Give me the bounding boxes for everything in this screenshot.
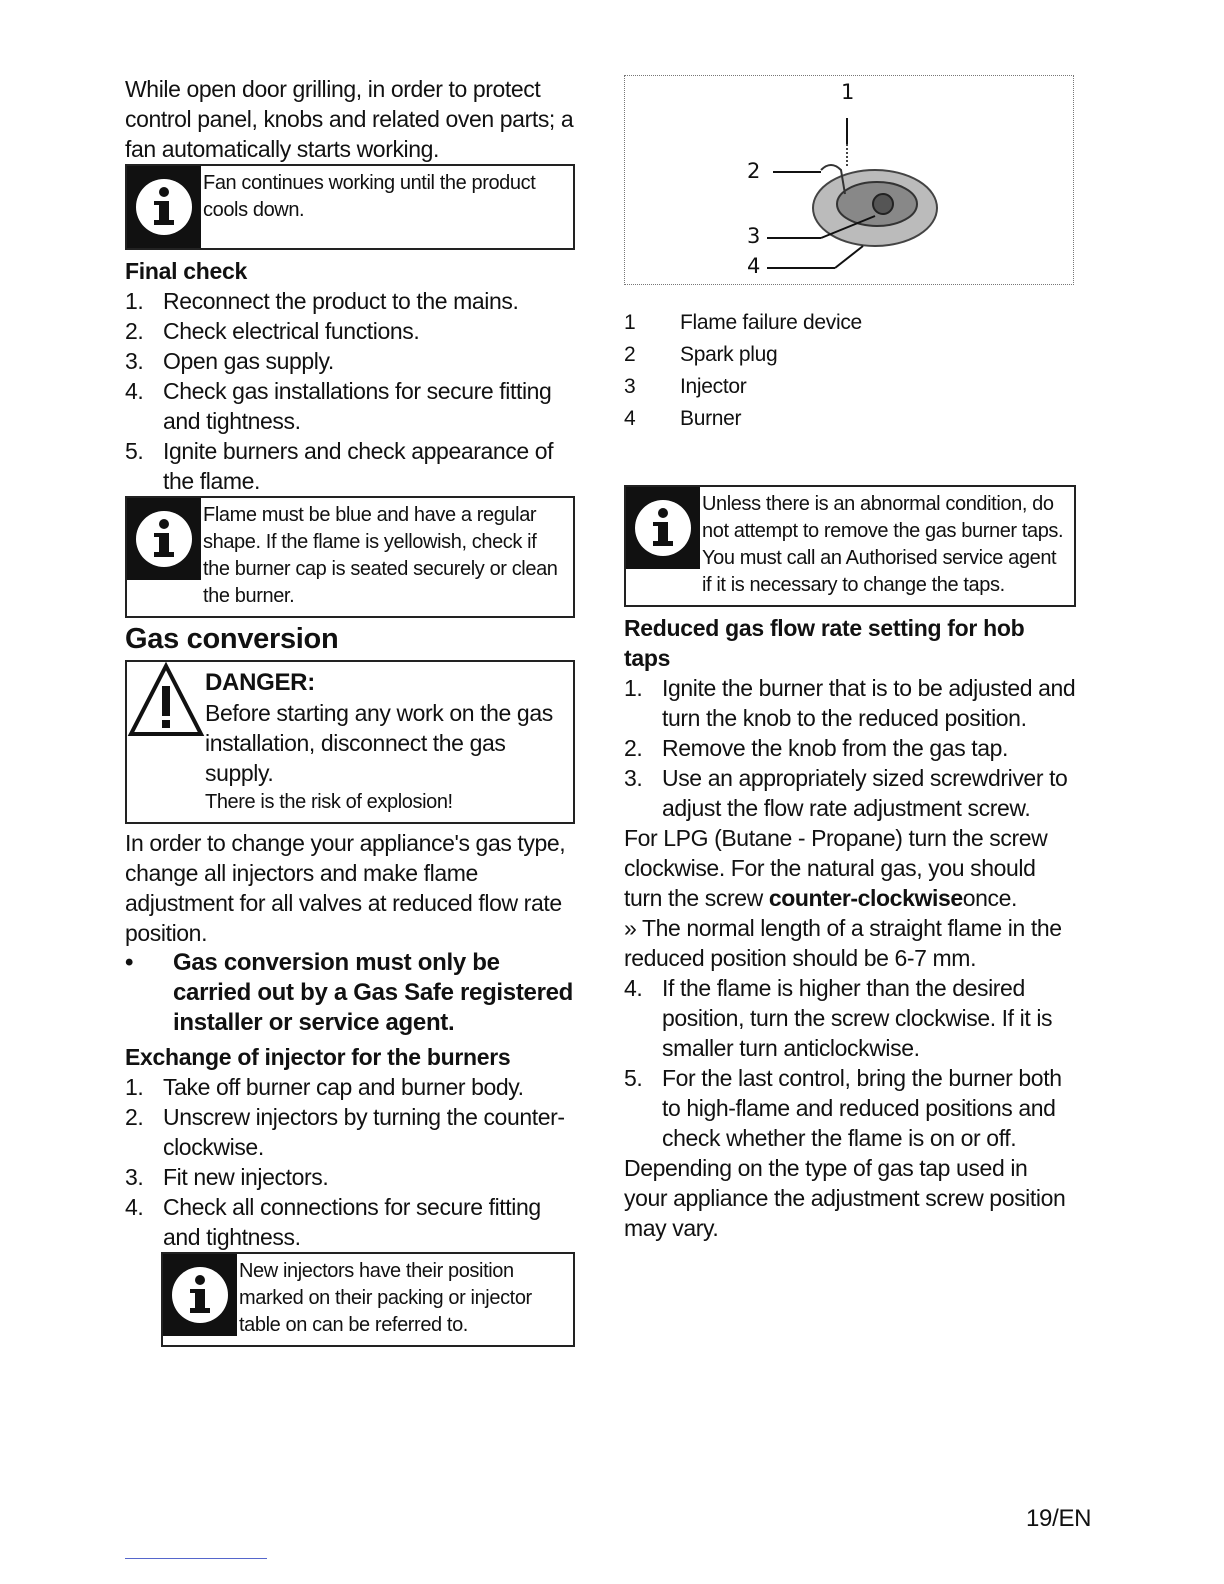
info-icon — [127, 166, 201, 248]
list-item: 2. Remove the knob from the gas tap. — [624, 735, 1009, 761]
figure-label: 3 — [747, 224, 761, 248]
list-item: 5. For the last control, bring the burner both to high-flame and reduced positions and check whether the flame is on or off. — [624, 1065, 1062, 1151]
exchange-heading: Exchange of injector for the burners — [125, 1044, 511, 1070]
danger-small: There is the risk of explosion! — [205, 791, 453, 813]
info-note-injectors — [161, 1252, 575, 1347]
intro-paragraph: While open door grilling, in order to protect control panel, knobs and related oven parts; a fan automatically starts working. — [125, 76, 574, 162]
info-note-fan-text: Fan continues working until the product cools down. — [203, 172, 536, 221]
footer-divider — [125, 1558, 267, 1559]
list-item: 3. Open gas supply. — [125, 348, 334, 374]
list-item: 1. Take off burner cap and burner body. — [125, 1074, 524, 1100]
legend-text: Flame failure device — [680, 311, 862, 334]
legend-text: Injector — [680, 375, 747, 398]
legend-num: 3 — [624, 375, 636, 398]
gas-conversion-paragraph: In order to change your appliance's gas type, change all injectors and make flame adjustment for all valves at reduced flow rate position. — [125, 830, 566, 946]
exchange-list — [125, 1072, 575, 1252]
gas-tap-paragraph: Depending on the type of gas tap used in your appliance the adjustment screw position may vary. — [624, 1155, 1066, 1241]
info-note-flame — [125, 496, 575, 618]
info-note-flame-text: Flame must be blue and have a regular shape. If the flame is yellowish, check if the burner cap is seated securely or clean the burner. — [203, 504, 558, 607]
bullet-dot: • — [125, 949, 134, 976]
gas-conversion-heading: Gas conversion — [125, 623, 339, 655]
left-column — [125, 74, 575, 1347]
burner-diagram — [624, 75, 1074, 285]
list-item: 1. Ignite the burner that is to be adjusted and turn the knob to the reduced position. — [624, 675, 1076, 731]
danger-body: Before starting any work on the gas installation, disconnect the gas supply. — [205, 700, 553, 786]
lpg-paragraph: For LPG (Butane - Propane) turn the screw clockwise. For the natural gas, you should turn the screw counter-clockwiseonce. — [624, 825, 1048, 911]
legend-num: 1 — [624, 311, 636, 334]
gas-conversion-bullet: • Gas conversion must only be carried out by a Gas Safe registered installer or service agent. — [125, 949, 574, 1036]
figure-label: 1 — [841, 80, 855, 104]
final-check-list — [125, 286, 575, 496]
list-item: 2. Unscrew injectors by turning the counter-clockwise. — [125, 1104, 565, 1160]
legend-text: Burner — [680, 407, 742, 430]
normal-flame-paragraph: » The normal length of a straight flame in the reduced position should be 6-7 mm. — [624, 915, 1062, 971]
danger-title: DANGER: — [205, 669, 315, 696]
final-check-heading: Final check — [125, 258, 247, 284]
right-column — [624, 75, 1076, 1243]
info-note-fan — [125, 164, 575, 250]
info-icon — [626, 487, 700, 569]
list-item: 5. Ignite burners and check appearance of the flame. — [125, 438, 554, 494]
list-item: 2. Check electrical functions. — [125, 318, 420, 344]
danger-box — [125, 660, 575, 824]
reduced-heading: Reduced gas flow rate setting for hob taps — [624, 615, 1025, 671]
legend-num: 4 — [624, 407, 636, 430]
list-item: 4. Check all connections for secure fitting and tightness. — [125, 1194, 541, 1250]
info-note-injectors-text: New injectors have their position marked on their packing or injector table on can be referred to. — [239, 1260, 532, 1336]
legend-num: 2 — [624, 343, 636, 366]
info-icon — [127, 498, 201, 580]
figure-label: 2 — [747, 159, 761, 183]
diagram-legend — [624, 307, 1076, 435]
list-item: 4. Check gas installations for secure fitting and tightness. — [125, 378, 552, 434]
reduced-list-a — [624, 673, 1076, 823]
info-icon — [163, 1254, 237, 1336]
info-note-taps-text: Unless there is an abnormal condition, do not attempt to remove the gas burner taps. You must call an Authorised service agent if it is necessary to change the taps. — [702, 493, 1064, 596]
legend-text: Spark plug — [680, 343, 778, 366]
list-item: 4. If the flame is higher than the desired position, turn the screw clockwise. If it is smaller turn anticlockwise. — [624, 975, 1053, 1061]
figure-label: 4 — [747, 254, 761, 278]
warning-triangle-icon — [127, 662, 205, 742]
page-number: 19/EN — [1026, 1505, 1092, 1532]
info-note-taps — [624, 485, 1076, 607]
list-item: 3. Fit new injectors. — [125, 1164, 329, 1190]
reduced-list-b — [624, 973, 1076, 1153]
list-item: 1. Reconnect the product to the mains. — [125, 288, 519, 314]
list-item: 3. Use an appropriately sized screwdriver to adjust the flow rate adjustment screw. — [624, 765, 1068, 821]
